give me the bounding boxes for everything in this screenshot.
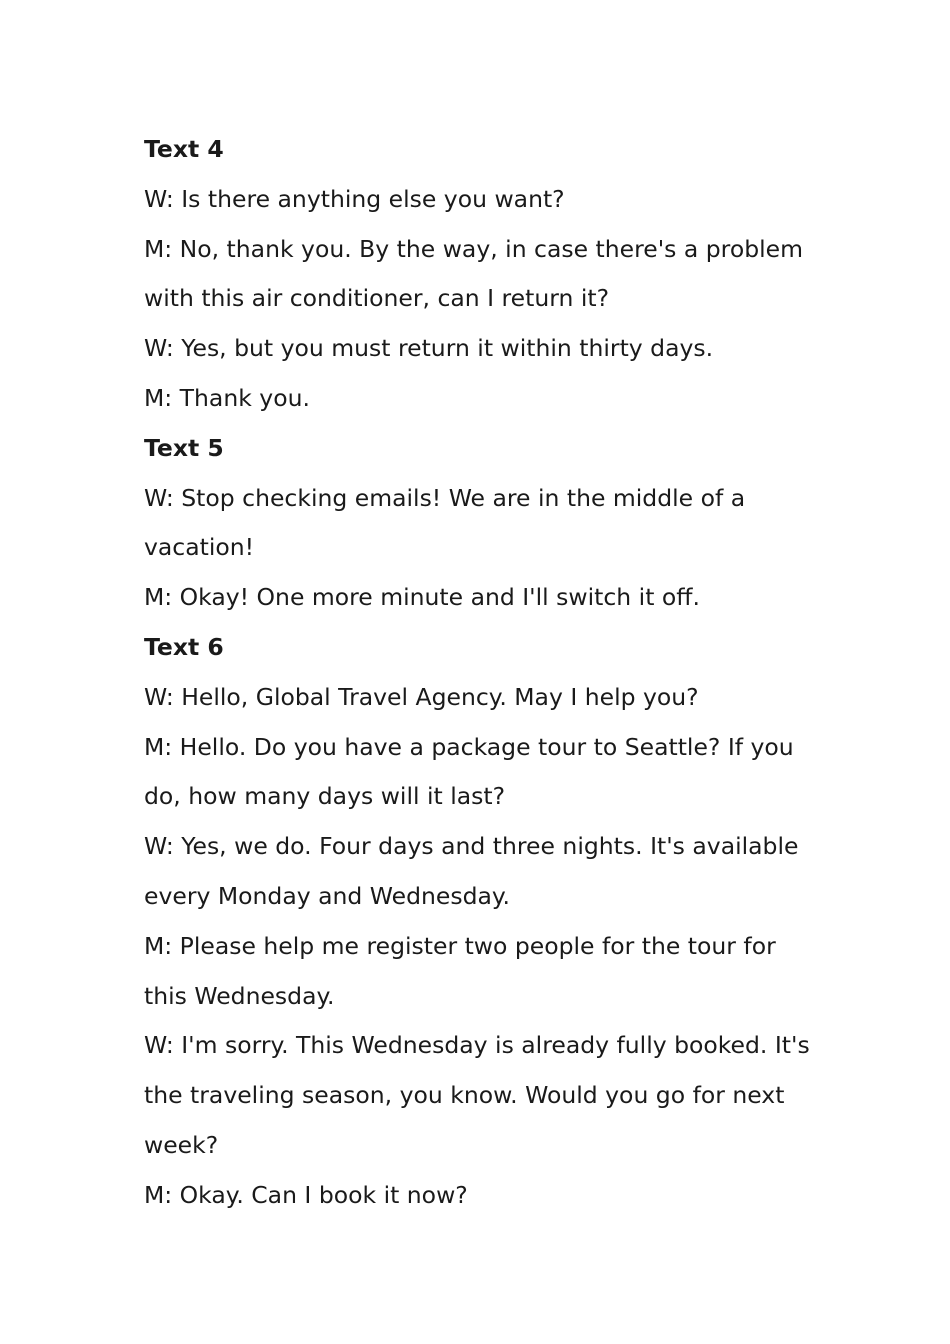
dialogue-line: W: Yes, we do. Four days and three nights. It's available	[144, 832, 799, 861]
dialogue-line: with this air conditioner, can I return it?	[144, 284, 610, 313]
dialogue-line: W: Hello, Global Travel Agency. May I help you?	[144, 682, 699, 711]
section-heading: Text 6	[144, 632, 224, 661]
section-heading: Text 4	[144, 135, 224, 163]
section-text-5	[144, 424, 824, 623]
dialogue-line: week?	[144, 1130, 219, 1159]
section-text-6	[144, 623, 824, 1221]
dialogue-line: M: No, thank you. By the way, in case there's a problem	[144, 234, 803, 263]
dialogue-line: W: I'm sorry. This Wednesday is already fully booked. It's	[144, 1031, 810, 1060]
section-heading: Text 5	[144, 433, 224, 462]
dialogue-line: vacation!	[144, 533, 255, 562]
transcript-body	[144, 125, 824, 1221]
dialogue-line: every Monday and Wednesday.	[144, 881, 510, 910]
section-text-4	[144, 125, 824, 424]
dialogue-line: W: Is there anything else you want?	[144, 184, 565, 213]
dialogue-line: M: Okay. Can I book it now?	[144, 1180, 468, 1209]
dialogue-line: the traveling season, you know. Would you go for next	[144, 1081, 785, 1110]
dialogue-line: W: Stop checking emails! We are in the middle of a	[144, 483, 746, 512]
dialogue-line: this Wednesday.	[144, 981, 335, 1010]
dialogue-line: do, how many days will it last?	[144, 782, 506, 811]
dialogue-line: M: Okay! One more minute and I'll switch it off.	[144, 583, 700, 612]
dialogue-line: M: Hello. Do you have a package tour to Seattle? If you	[144, 732, 794, 761]
dialogue-line: M: Please help me register two people for the tour for	[144, 931, 776, 960]
dialogue-line: W: Yes, but you must return it within thirty days.	[144, 334, 714, 363]
dialogue-line: M: Thank you.	[144, 383, 310, 412]
